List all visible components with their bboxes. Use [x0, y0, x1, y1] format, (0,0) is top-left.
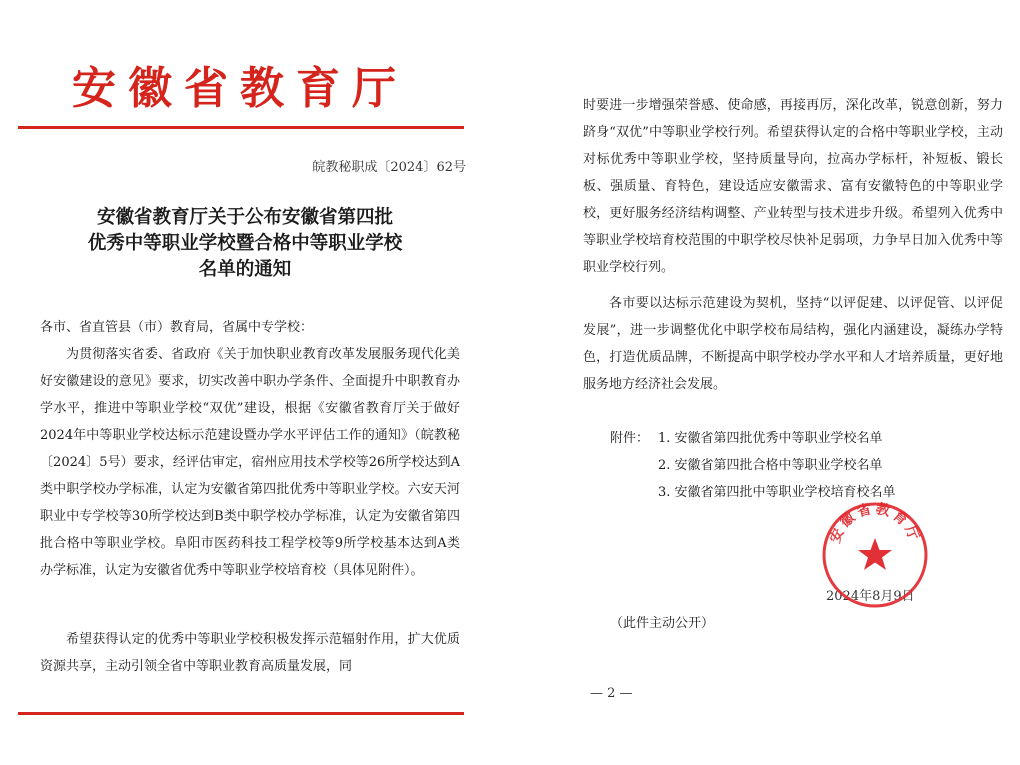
- attachment-title: 1. 安徽省第四批优秀中等职业学校名单: [658, 431, 883, 446]
- body-paragraph: 各市要以达标示范建设为契机，坚持“以评促建、以评促管、以评促发展”，进一步调整优化中职学校布局结构，强化内涵建设，凝练办学特色，打造优质品牌，不断提高中职学校办学水平和人才培养质量，更好地服务地方经济社会发展。: [583, 296, 1003, 392]
- title-line: 安徽省教育厅关于公布安徽省第四批: [96, 207, 393, 228]
- document-title: [40, 205, 450, 283]
- body-paragraph: 为贯彻落实省委、省政府《关于加快职业教育改革发展服务现代化美好安徽建设的意见》要求，切实改善中职办学条件、全面提升中职教育办学水平，推进中等职业学校“双优”建设，根据《安徽省教育厅关于做好2024年中等职业学校达标示范建设暨办学水平评估工作的通知》（皖教秘〔2024〕5号）要求，经评估审定，宿州应用技术学校等26所学校达到A类中职学校办学标准，认定为安徽省第四批优秀中等职业学校。六安天河职业中专学校等30所学校达到B类中职学校办学标准，认定为安徽省第四批合格中等职业学校。阜阳市医药科技工程学校等9所学校基本达到A类办学标准，认定为安徽省优秀中等职业学校培育校（具体见附件）。: [40, 347, 460, 578]
- svg-text:安徽省教育厅: [826, 500, 922, 545]
- page-number: — 2 —: [590, 686, 633, 701]
- signature-date: 2024年8月9日: [826, 589, 915, 604]
- body-paragraph: 希望获得认定的优秀中等职业学校积极发挥示范辐射作用，扩大优质资源共享，主动引领全省中等职业教育高质量发展，同: [40, 632, 460, 674]
- title-line: 优秀中等职业学校暨合格中等职业学校: [87, 233, 403, 254]
- title-line: 名单的通知: [198, 259, 292, 280]
- attachments-label: 附件：: [610, 431, 650, 446]
- document-page-1: [0, 0, 490, 765]
- official-seal: [820, 500, 930, 610]
- body-paragraph-continued: 时要进一步增强荣誉感、使命感，再接再厉，深化改革，锐意创新，努力跻身“双优”中等职业学校行列。希望获得认定的合格中等职业学校，主动对标优秀中等职业学校，坚持质量导向，拉高办学标杆，补短板、锻长板、强质量、育特色，建设适应安徽需求、富有安徽特色的中等职业学校，更好服务经济结构调整、产业转型与技术进步升级。希望列入优秀中等职业学校培育校范围的中职学校尽快补足弱项，力争早日加入优秀中等职业学校行列。: [583, 98, 1003, 275]
- attachment-item: [610, 452, 896, 479]
- seal-text: 安徽省教育厅: [827, 500, 923, 546]
- header-red-rule: [18, 126, 464, 129]
- public-note: （此件主动公开）: [610, 616, 715, 631]
- attachments-list: [610, 425, 896, 506]
- org-header: 安徽省教育厅: [72, 63, 408, 114]
- salutation: 各市、省直管县（市）教育局，省属中专学校：: [40, 320, 314, 335]
- footer-red-rule: [18, 712, 464, 715]
- attachment-item: [610, 425, 896, 452]
- attachment-title: 3. 安徽省第四批中等职业学校培育校名单: [658, 485, 896, 500]
- seal-star-icon: [858, 538, 892, 570]
- attachment-title: 2. 安徽省第四批合格中等职业学校名单: [658, 458, 883, 473]
- document-page-2: [510, 0, 1020, 765]
- document-number: 皖教秘职成〔2024〕62号: [312, 160, 466, 175]
